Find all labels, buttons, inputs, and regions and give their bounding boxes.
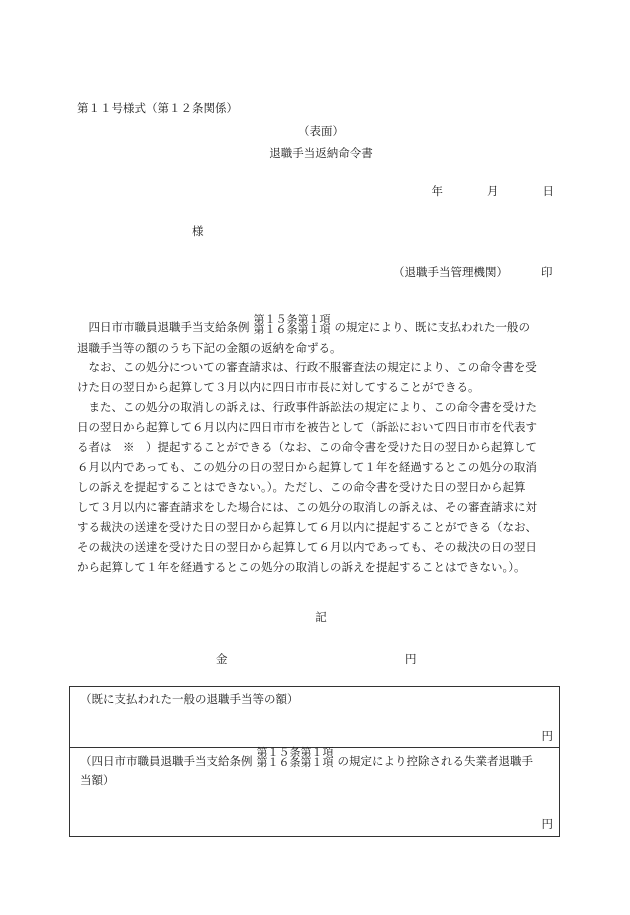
year-label: 年 [431, 184, 443, 198]
paragraph-line: ６月以内であっても、この処分の日の翌日から起算して１年を経過するとこの処分の取消 [77, 460, 537, 474]
paragraph-lawsuit [77, 397, 557, 577]
paragraph-line: 日の翌日から起算して６月以内に四日市市を被告として（訴訟において四日市市を代表す [77, 420, 537, 434]
clause-bottom: 第１６条第１項 [253, 323, 331, 336]
paragraph-line: また、この処分の取消しの訴えは、行政事件訴訟法の規定により、この命令書を受けた [77, 400, 537, 414]
deducted-amount-unit: 円 [541, 817, 553, 831]
table-row-paid-amount [70, 687, 559, 748]
paragraph-line: その裁決の送達を受けた日の翌日から起算して６月以内であっても、その裁決の日の翌日 [77, 540, 537, 554]
paragraph-line: しの訴えを提起することはできない。）。ただし、この命令書を受けた日の翌日から起算 [77, 480, 526, 494]
issuer-label: （退職手当管理機関） [393, 265, 508, 279]
deducted-continuation: の規定により控除される失業者退職手 [337, 754, 533, 768]
paragraph-line: けた日の翌日から起算して３月以内に四日市市長に対してすることができる。 [77, 380, 480, 394]
clause-stack [254, 315, 331, 335]
order-continuation: の規定により、既に支払われた一般の [334, 320, 530, 334]
ordinance-name: 四日市市職員退職手当支給条例 [77, 320, 250, 334]
addressee-suffix: 様 [192, 224, 204, 238]
paragraph-line: る者は ※ ）提起することができる（なお、この命令書を受けた日の翌日から起算して [77, 440, 537, 454]
paragraph-line: する裁決の送達を受けた日の翌日から起算して６月以内に提起することができる（なお、 [77, 520, 537, 534]
paid-amount-unit: 円 [541, 729, 553, 743]
deducted-clause-bottom: 第１６条第１項 [256, 756, 334, 769]
amount-unit: 円 [405, 652, 417, 666]
deducted-ordinance-name: （四日市市職員退職手当支給条例 [80, 754, 253, 768]
form-number: 第１１号様式（第１２条関係） [77, 101, 238, 115]
deducted-amount-label [80, 746, 555, 789]
paragraph-appeal [77, 357, 557, 397]
paragraph-line: なお、この処分についての審査請求は、行政不服審査法の規定により、この命令書を受 [77, 360, 537, 374]
amount-breakdown-table [69, 686, 560, 837]
side-label: （表面） [298, 124, 344, 138]
paragraph-order-line-1 [77, 313, 557, 338]
table-row-deducted-amount [70, 748, 559, 836]
paragraph-order-line-2: 退職手当等の額のうち下記の金額の返納を命ずる。 [77, 341, 342, 355]
paid-amount-label: （既に支払われた一般の退職手当等の額） [80, 692, 299, 706]
document-title: 退職手当返納命令書 [269, 146, 373, 160]
paragraph-line: して３月以内に審査請求をした場合には、この処分の取消しの訴えは、その審査請求に対 [77, 500, 537, 514]
day-label: 日 [542, 184, 554, 198]
paragraph-order [77, 313, 557, 358]
seal-mark: 印 [541, 265, 553, 279]
deducted-line-2: 当額） [80, 773, 115, 787]
amount-prefix: 金 [216, 652, 228, 666]
date-line [432, 183, 555, 199]
deducted-clause-top: 第１５条第１項 [256, 746, 334, 759]
paragraph-line: から起算して１年を経過するとこの処分の取消しの訴えを提起することはできない。）。 [77, 560, 526, 574]
clause-top: 第１５条第１項 [253, 313, 331, 326]
deducted-clause-stack [257, 748, 334, 768]
record-heading: 記 [315, 610, 327, 624]
month-label: 月 [487, 184, 499, 198]
